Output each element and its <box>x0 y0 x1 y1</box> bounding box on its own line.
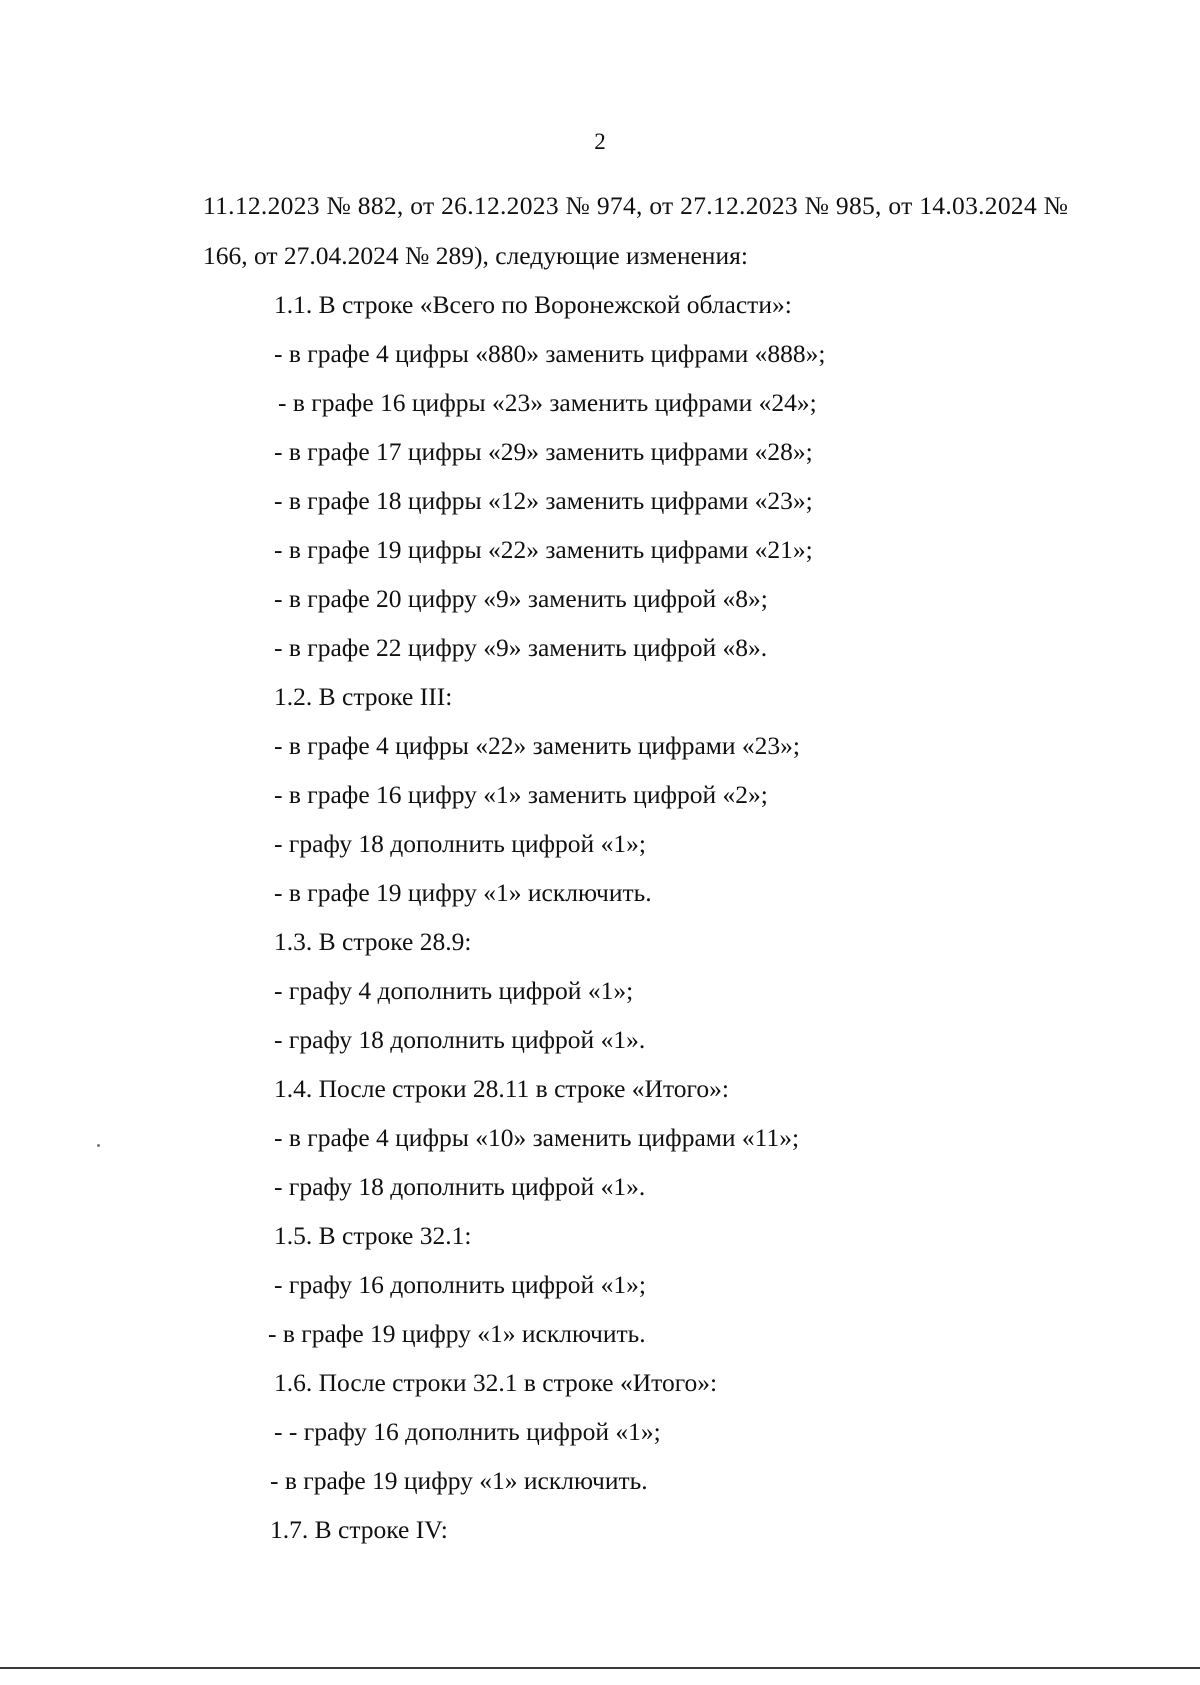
scan-bottom-edge <box>0 1667 1200 1669</box>
amendment-line: - графу 18 дополнить цифрой «1»; <box>274 829 646 858</box>
page-number: 2 <box>594 129 606 154</box>
clause-heading-1-2: 1.2. В строке III: <box>274 682 453 711</box>
amendment-line: - в графе 19 цифру «1» исключить. <box>274 878 652 907</box>
amendment-line: - в графе 4 цифры «22» заменить цифрами «23»; <box>274 731 801 760</box>
amendment-line: - в графе 4 цифры «880» заменить цифрами «888»; <box>274 339 826 368</box>
text-line-continuation: 11.12.2023 № 882, от 26.12.2023 № 974, от 27.12.2023 № 985, от 14.03.2024 № <box>203 191 1069 220</box>
amendment-line: - графу 18 дополнить цифрой «1». <box>274 1025 646 1054</box>
amendment-line: - в графе 17 цифры «29» заменить цифрами «28»; <box>274 437 813 466</box>
text-line-continuation: 166, от 27.04.2024 № 289), следующие изменения: <box>203 241 748 270</box>
clause-heading-1-3: 1.3. В строке 28.9: <box>274 927 472 956</box>
amendment-line: - в графе 4 цифры «10» заменить цифрами «11»; <box>274 1123 800 1152</box>
amendment-line: - в графе 20 цифру «9» заменить цифрой «8»; <box>274 584 768 613</box>
amendment-line: - - графу 16 дополнить цифрой «1»; <box>274 1417 661 1446</box>
amendment-line: - графу 4 дополнить цифрой «1»; <box>274 976 634 1005</box>
clause-heading-1-1: 1.1. В строке «Всего по Воронежской области»: <box>274 290 792 319</box>
amendment-line: - графу 16 дополнить цифрой «1»; <box>274 1270 646 1299</box>
amendment-line: - в графе 16 цифру «1» заменить цифрой «2»; <box>274 780 768 809</box>
amendment-line: - в графе 19 цифру «1» исключить. <box>270 1466 648 1495</box>
amendment-line: - в графе 22 цифру «9» заменить цифрой «8». <box>274 633 768 662</box>
amendment-line: - в графе 18 цифры «12» заменить цифрами «23»; <box>274 486 813 515</box>
clause-heading-1-6: 1.6. После строки 32.1 в строке «Итого»: <box>274 1368 718 1397</box>
amendment-line: - графу 18 дополнить цифрой «1». <box>274 1172 646 1201</box>
amendment-line: - в графе 19 цифру «1» исключить. <box>268 1319 646 1348</box>
scan-speck <box>97 1144 100 1147</box>
amendment-line: - в графе 16 цифры «23» заменить цифрами «24»; <box>278 388 817 417</box>
clause-heading-1-5: 1.5. В строке 32.1: <box>274 1221 472 1250</box>
clause-heading-1-7: 1.7. В строке IV: <box>270 1515 448 1544</box>
clause-heading-1-4: 1.4. После строки 28.11 в строке «Итого»: <box>274 1074 729 1103</box>
amendment-line: - в графе 19 цифры «22» заменить цифрами «21»; <box>274 535 813 564</box>
